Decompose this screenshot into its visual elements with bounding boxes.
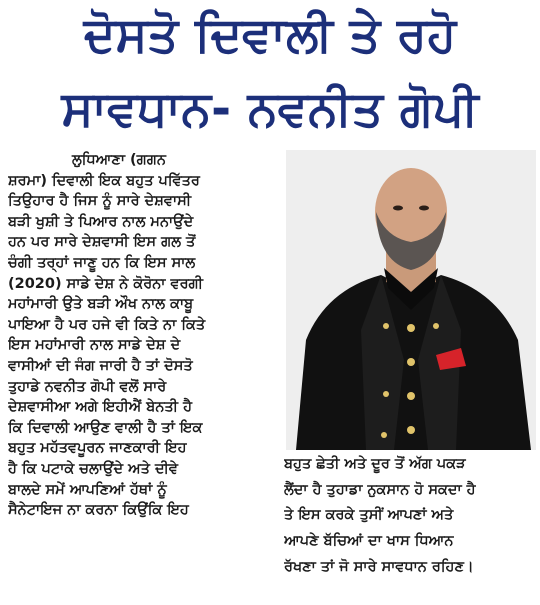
article-line: ਚੰਗੀ ਤਰ੍ਹਾਂ ਜਾਣੂ ਹਨ ਕਿ ਇਸ ਸਾਲ <box>8 254 196 271</box>
article-line: ਹਨ ਪਰ ਸਾਰੇ ਦੇਸ਼ਵਾਸੀ ਇਸ ਗਲ ਤੋਂ <box>8 234 196 251</box>
article-line: ਤੇ ਇਸ ਕਰਕੇ ਤੁਸੀਂ ਆਪਣਾਂ ਅਤੇ <box>284 507 454 524</box>
article-line: ਲੁਧਿਆਣਾ (ਗਗਨ <box>72 152 166 168</box>
headline-line-1: ਦੋਸਤੋ ਦਿਵਾਲੀ ਤੇ ਰਹੋ <box>83 7 457 63</box>
article-line: ਦੇਸ਼ਵਾਸੀਆ ਅਗੇ ਇਹੀਐਂ ਬੇਨਤੀ ਹੈ <box>8 399 192 416</box>
article-line: ਸ਼ਰਮਾ) ਦਿਵਾਲੀ ਇਕ ਬਹੁਤ ਪਵਿੱਤਰ <box>8 172 200 189</box>
portrait-photo <box>286 150 536 450</box>
article-line: ਬਾਲਦੇ ਸਮੇਂ ਆਪਣਿਆਂ ਹੱਥਾਂ ਨੂੰ <box>8 481 167 498</box>
article-line: ਬਹੁਤ ਛੇਤੀ ਅਤੇ ਦੂਰ ਤੋਂ ਅੱਗ ਪਕੜ <box>284 456 466 472</box>
article-line: ਕਿ ਦਿਵਾਲੀ ਆਉਣ ਵਾਲੀ ਹੈ ਤਾਂ ਇਕ <box>8 419 203 436</box>
article-body-left <box>8 150 270 521</box>
article-line: ਪਾਇਆ ਹੈ ਪਰ ਹਜੇ ਵੀ ਕਿਤੇ ਨਾ ਕਿਤੇ <box>8 316 206 333</box>
article-line: ਸੈਨੇਟਾਇਜ ਨਾ ਕਰਨਾ ਕਿਉਂਕਿ ਇਹ <box>8 502 189 519</box>
article-line: ਬੜੀ ਖੁਸ਼ੀ ਤੇ ਪਿਆਰ ਨਾਲ ਮਨਾਉਂਦੇ <box>8 213 194 230</box>
article-line: ਲੈਂਦਾ ਹੈ ਤੁਹਾਡਾ ਨੁਕਸਾਨ ਹੋ ਸਕਦਾ ਹੈ <box>284 481 476 498</box>
article-line: ਹੈ ਕਿ ਪਟਾਕੇ ਚਲਾਉਂਦੇ ਅਤੇ ਦੀਵੇ <box>8 460 178 477</box>
article-line: ਰੱਖਣਾ ਤਾਂ ਜੋ ਸਾਰੇ ਸਾਵਧਾਨ ਰਹਿਣ। <box>284 558 474 575</box>
article-line: (2020) ਸਾਡੇ ਦੇਸ਼ ਨੇ ਕੋਰੋਨਾ ਵਰਗੀ <box>8 275 204 292</box>
article-line: ਇਸ ਮਹਾਂਮਾਰੀ ਨਾਲ ਸਾਡੇ ਦੇਸ਼ ਦੇ <box>8 337 181 354</box>
article-line: ਬਹੁਤ ਮਹੱਤਵਪੂਰਨ ਜਾਣਕਾਰੀ ਇਹ <box>8 440 187 457</box>
headline-line-2: ਸਾਵਧਾਨ- ਨਵਨੀਤ ਗੋਪੀ <box>61 81 479 137</box>
article-line: ਵਾਸੀਆਂ ਦੀ ਜੰਗ ਜਾਰੀ ਹੈ ਤਾਂ ਦੋਸਤੋ <box>8 357 193 374</box>
article-line: ਮਹਾਂਮਾਰੀ ਉਤੇ ਬੜੀ ਔਖ ਨਾਲ ਕਾਬੂ <box>8 296 194 313</box>
article-line: ਆਪਣੇ ਬੱਚਿਆਂ ਦਾ ਖਾਸ ਧਿਆਨ <box>284 533 454 550</box>
person-photo-icon <box>286 150 536 450</box>
article-body-right <box>284 452 538 581</box>
article-line: ਤੁਹਾਡੇ ਨਵਨੀਤ ਗੋਪੀ ਵਲੋਂ ਸਾਰੇ <box>8 378 167 395</box>
article-line: ਤਿਉਹਾਰ ਹੈ ਜਿਸ ਨੂੰ ਸਾਰੇ ਦੇਸ਼ਵਾਸੀ <box>8 193 192 210</box>
